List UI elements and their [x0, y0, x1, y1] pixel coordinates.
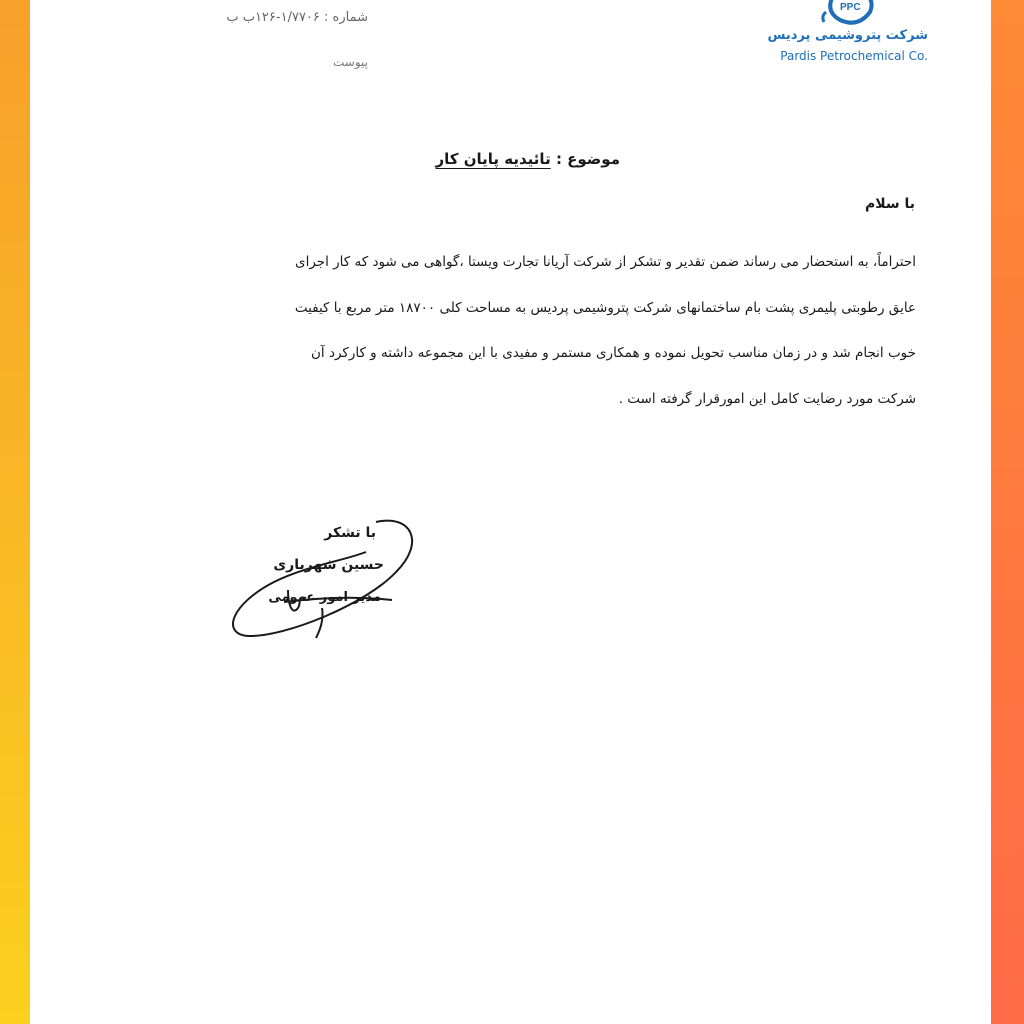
company-name-english: Pardis Petrochemical Co. [780, 49, 928, 63]
body-line: احتراماً، به استحضار می رساند ضمن تقدیر و تشکر از شرکت آریانا تجارت ویستا ،گواهی می شود که کار اجرای [295, 254, 916, 270]
signature-closing: با تشکر [324, 525, 376, 541]
letter-subject [380, 150, 620, 168]
subject-value: تائیدیه پایان کار [435, 150, 551, 168]
left-decorative-border [0, 0, 30, 1024]
right-decorative-border [991, 0, 1024, 1024]
signatory-name: حسین شهریاری [273, 557, 384, 573]
logo-mark-text: PPC [840, 2, 861, 13]
signatory-title: مدیر امور عمومی [268, 590, 381, 605]
attachment-label: پیوست [333, 55, 368, 69]
body-line: خوب انجام شد و در زمان مناسب تحویل نموده و همکاری مستمر و مفیدی با این مجموعه داشته و کارکرد آن [310, 345, 916, 361]
body-line: شرکت مورد رضایت کامل این امورقرار گرفته است . [618, 390, 916, 407]
letter-body [140, 240, 916, 422]
company-name-persian: شرکت پتروشیمی پردیس [767, 28, 928, 43]
signature-block [226, 512, 426, 647]
company-logo-icon [818, 0, 878, 28]
greeting: با سلام [864, 196, 915, 212]
body-line: عایق رطوبتی پلیمری پشت بام ساختمانهای شرکت پتروشیمی پردیس به مساحت کلی ۱۸۷۰۰ متر مربع با کیفیت [294, 299, 916, 316]
subject-label: موضوع : [555, 150, 620, 168]
reference-number: شماره : ۱/۷۷۰۶-۱۲۶ب ب [226, 10, 368, 25]
